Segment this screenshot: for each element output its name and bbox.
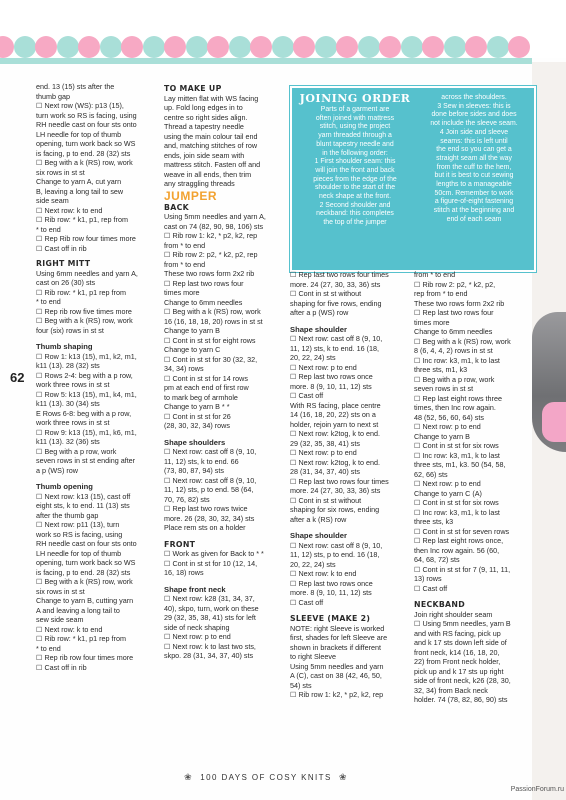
text-line: Thread a tapestry needle: [164, 122, 244, 131]
text-line: thumb gap: [36, 91, 70, 101]
text-line: 3 Sew in sleeves: this is: [437, 102, 511, 110]
text-line: cast on 26 (30) sts: [36, 278, 96, 287]
flower-icon-left: ❀: [184, 772, 194, 782]
text-line: holder, rejoin yarn to next st: [290, 419, 379, 429]
shape-front-neck-heading: Shape front neck: [164, 584, 226, 594]
text-line: 14 (16, 18, 20, 22) sts on a: [290, 410, 376, 419]
decor-dot: [336, 36, 358, 58]
text-line: ☐ Next row: p to end: [290, 448, 357, 457]
text-line: first, shades for left Sleeve are: [290, 633, 388, 642]
decor-dot: [186, 36, 208, 58]
text-line: four (six) rows in st st: [36, 325, 104, 335]
text-line: ☐ Rib row 1: k2, * p2, k2, rep: [164, 231, 258, 240]
text-line: side of front neck, k26 (28, 30,: [414, 676, 511, 685]
text-line: seven rows in st st ending after: [36, 456, 136, 465]
text-line: 2 Second shoulder and: [319, 201, 391, 209]
text-line: and, matching stitches of row: [164, 141, 258, 150]
text-line: more. 24 (27, 30, 33, 36) sts: [290, 486, 381, 495]
back-heading: BACK: [164, 202, 189, 212]
text-line: more. 8 (9, 10, 11, 12) sts: [290, 588, 372, 597]
text-line: work so RS is facing, using: [36, 529, 123, 539]
text-line: 29 (32, 35, 38, 41) sts for left: [164, 613, 256, 622]
column-4: [414, 270, 532, 705]
text-line: ☐ Next row: cast off 8 (9, 10,: [164, 475, 257, 485]
decor-dot: [422, 36, 444, 58]
text-line: 50cm. Remember to work: [434, 189, 514, 197]
text-line: LH needle for top of thumb: [36, 129, 122, 139]
text-line: ☐ Rep rib row five times more: [36, 306, 132, 316]
thumb-opening-heading: Thumb opening: [36, 482, 93, 491]
text-line: pick up and k 17 sts up right: [414, 666, 504, 676]
text-line: shown in brackets if different: [290, 642, 381, 652]
text-line: ☐ Next row: cast off 8 (9, 10,: [164, 447, 257, 456]
text-line: Change to yarn C (A): [414, 488, 482, 498]
scalloped-dots: [0, 36, 532, 58]
text-line: three sts, m1, k3. 50 (54, 58,: [414, 460, 506, 469]
text-line: side of neck shaping: [164, 622, 230, 632]
text-line: three sts, m1, k3: [414, 365, 468, 374]
text-line: ☐ Cont in st st for 26: [164, 411, 231, 421]
text-line: sew side seam: [36, 615, 84, 624]
text-line: more. 8 (9, 10, 11, 12) sts: [290, 381, 372, 391]
text-line: shaping for six rows, ending: [290, 505, 380, 514]
sweater-photo-edge: [532, 62, 566, 800]
text-line: 8 (6, 4, 4, 2) rows in st st: [414, 346, 493, 355]
text-line: ☐ Cast off: [414, 583, 448, 593]
text-line: RH needle cast on four sts onto: [36, 539, 137, 548]
text-line: ☐ Cont in st st without: [290, 289, 362, 298]
text-line: ☐ Rib row 2: p2, * k2, p2, rep: [164, 250, 258, 259]
text-line: Change to yarn B * *: [164, 402, 230, 411]
text-line: ☐ Rep last two rows once: [290, 372, 373, 381]
text-line: 11, 12) sts, k to end. 66: [164, 456, 239, 466]
text-line: (73, 80, 87, 94) sts: [164, 466, 224, 475]
column-1: [36, 82, 158, 672]
text-line: Change to yarn A, cut yarn: [36, 177, 122, 186]
text-line: a p (WS) row: [36, 465, 78, 475]
text-line: Using 6mm needles and yarn A,: [36, 268, 138, 278]
text-line: ☐ Next row: cast off 8 (9, 10,: [290, 540, 383, 550]
text-line: Change to 6mm needles: [164, 297, 243, 307]
text-line: ☐ Next row: k to end: [290, 569, 357, 578]
text-line: but it is best to cut sewing: [434, 172, 514, 180]
text-line: 11, 12) sts, p to end. 58 (64,: [164, 485, 254, 494]
decor-dot: [315, 36, 337, 58]
text-line: more. 26 (28, 30, 32, 34) sts: [164, 513, 255, 523]
text-line: 1 First shoulder seam: this: [314, 158, 396, 166]
text-line: Using 5mm needles and yarn: [290, 661, 384, 671]
text-line: in the following order:: [322, 149, 388, 157]
text-line: then Inc row again. 56 (60,: [414, 545, 500, 555]
column-3: [290, 270, 412, 700]
text-line: ☐ Beg with a k (RS) row, work: [36, 316, 133, 325]
text-line: 62, 66) sts: [414, 469, 448, 479]
decor-dot: [401, 36, 423, 58]
text-line: ☐ Cont in st st for six rows: [414, 441, 499, 450]
text-line: end. 13 (15) sts after the: [36, 82, 115, 91]
text-line: E Rows 6-8: beg with a p row,: [36, 408, 132, 418]
shape-shoulder-heading-1: Shape shoulder: [290, 324, 347, 334]
right-mitt-text: [36, 269, 158, 336]
text-line: * to end: [36, 297, 61, 306]
text-line: centre so right sides align.: [164, 112, 248, 122]
text-line: Change to yarn B, cutting yarn: [36, 596, 134, 605]
text-line: ☐ Rep last two rows four times: [290, 476, 389, 486]
decor-dot: [100, 36, 122, 58]
text-line: Change to yarn C: [164, 345, 221, 354]
text-line: ends, join side seam with: [164, 150, 245, 160]
decor-dot: [229, 36, 251, 58]
footer: [0, 772, 532, 783]
footer-title: 100 DAYS OF COSY KNITS: [200, 773, 332, 782]
text-line: ☐ Cont in st st for 14 rows: [164, 373, 248, 383]
neckband-heading: NECKBAND: [414, 600, 465, 609]
text-line: 29 (32, 35, 38, 41) sts: [290, 438, 360, 448]
front-heading: FRONT: [164, 539, 196, 549]
text-line: ☐ Next row: p to end: [164, 632, 231, 641]
text-line: pm at each end of first row: [164, 383, 249, 392]
text-line: and k 17 sts down left side of: [414, 638, 507, 647]
decor-dot: [121, 36, 143, 58]
text-line: using the main colour tail end: [164, 131, 258, 141]
shape-shoulders-text: [164, 447, 286, 533]
text-line: opening, turn work back so WS: [36, 139, 136, 148]
text-line: shaping for five rows, ending: [290, 298, 382, 308]
text-line: 64, 68, 72) sts: [414, 555, 460, 564]
text-line: ☐ Rep last eight rows once,: [414, 536, 504, 545]
text-line: from * to end: [164, 240, 206, 250]
text-line: ☐ Next row: p to end: [414, 479, 481, 488]
text-line: ☐ Rep last two rows four times: [290, 270, 389, 279]
text-line: and with RS facing, pick up: [414, 628, 501, 638]
text-line: ☐ Rib row 2: p2, * k2, p2,: [414, 279, 496, 289]
decor-dot: [0, 36, 14, 58]
decor-dot: [164, 36, 186, 58]
thumb-opening-text: [36, 492, 158, 673]
text-line: side seam: [36, 196, 69, 205]
to-make-up-text: [164, 94, 286, 189]
text-line: ☐ Next row: p to end: [414, 422, 481, 431]
pink-cuff-image: [542, 402, 566, 442]
text-line: Parts of a garment are: [320, 106, 390, 113]
sleeve-text: [290, 624, 412, 700]
text-line: is facing, p to end. 28 (32) sts: [36, 148, 131, 158]
front-text: [164, 549, 286, 578]
text-line: lengths to a manageable: [436, 181, 512, 189]
text-line: neckband: this completes: [316, 210, 394, 218]
text-line: ☐ Rib row: * k1, p1 rep from: [36, 634, 126, 643]
text-line: ☐ Cast off in rib: [36, 243, 87, 253]
text-line: a figure-of-eight fastening: [434, 198, 514, 206]
text-line: These two rows form 2x2 rib: [164, 269, 255, 278]
text-line: ☐ Next row (WS): p13 (15),: [36, 101, 124, 110]
text-line: ☐ Cont in st st for 7 (9, 11, 11,: [414, 564, 511, 574]
decor-dot: [143, 36, 165, 58]
text-line: seams: this is left until: [440, 137, 508, 145]
text-line: up. Fold long edges in to: [164, 103, 243, 112]
text-line: LH needle for top of thumb: [36, 548, 122, 558]
text-line: 11, 12) sts, k to end. 16 (18,: [290, 343, 379, 353]
text-line: ☐ Inc row: k3, m1, k to last: [414, 450, 500, 460]
decor-dot: [293, 36, 315, 58]
text-line: ☐ Cont in st st for 30 (32, 32,: [164, 354, 258, 364]
text-line: stitch at the beginning and: [433, 207, 515, 215]
text-line: ☐ Rep Rib row four times more: [36, 234, 136, 243]
text-line: ☐ Rib row: * k1, p1, rep from: [36, 215, 128, 224]
decor-dot: [207, 36, 229, 58]
text-line: the end so you can get a: [436, 146, 512, 154]
text-line: ☐ Inc row: k3, m1, k to last: [414, 355, 500, 365]
text-line: Join right shoulder seam: [414, 609, 493, 619]
back-text: [164, 212, 286, 431]
decor-dot: [465, 36, 487, 58]
text-line: end of each seam: [446, 215, 502, 223]
text-line: ☐ Beg with a k (RS) row, work: [36, 577, 133, 586]
text-line: the top of the jumper: [323, 219, 387, 227]
text-line: Using 5mm needles and yarn A,: [164, 212, 266, 221]
text-line: weave in all ends, then trim: [164, 169, 252, 179]
text-line: ☐ Cont in st st for 10 (12, 14,: [164, 558, 258, 568]
text-line: 70, 76, 82) sts: [164, 494, 210, 504]
text-line: ☐ Next row: k to end: [36, 624, 103, 634]
column-2: [164, 82, 286, 661]
text-line: 40), skpo, turn, work on these: [164, 603, 259, 613]
joining-right: [416, 94, 532, 225]
text-line: six rows in st st: [36, 167, 85, 177]
text-line: 48 (52, 56, 60, 64) sts: [414, 412, 484, 422]
joining-left-text: [296, 106, 414, 228]
col4-text: [414, 270, 532, 593]
text-line: times, then Inc row again.: [414, 403, 496, 412]
text-line: seven rows in st st: [414, 384, 474, 393]
thumb-shaping-text: [36, 352, 158, 476]
text-line: ☐ Next row: p to end: [290, 362, 357, 372]
decor-dot: [272, 36, 294, 58]
text-line: holder. 74 (78, 82, 86, 90) sts: [414, 695, 508, 704]
text-line: often joined with mattress: [315, 114, 395, 122]
text-line: to right Sleeve: [290, 652, 336, 661]
text-line: 54) sts: [290, 680, 312, 690]
text-line: ☐ Rep last two rows twice: [164, 504, 248, 513]
text-line: cast on 74 (82, 90, 98, 106) sts: [164, 221, 264, 231]
text-line: 22) from Front neck holder,: [414, 657, 501, 666]
text-line: done before sides and does: [431, 111, 517, 119]
text-line: neck shape at the front.: [318, 193, 391, 201]
text-line: across the shoulders.: [441, 94, 507, 101]
text-line: ☐ Next row: cast off 8 (9, 10,: [290, 334, 383, 343]
text-line: A and leaving a long tail to: [36, 605, 120, 615]
text-line: * to end: [36, 643, 61, 653]
text-line: ☐ Rep rib row four times more: [36, 653, 134, 662]
text-line: ☐ Next row: k to last two sts,: [164, 641, 256, 651]
text-line: Change to yarn B: [164, 326, 220, 335]
text-line: ☐ Cont in st st for seven rows: [414, 526, 510, 536]
text-line: ☐ Cont in st st for six rows: [414, 498, 499, 507]
text-line: ☐ Beg with a p row, work: [36, 446, 117, 456]
joining-order-title: JOINING ORDER: [299, 92, 411, 105]
decor-dot: [379, 36, 401, 58]
text-line: 20, 22, 24) sts: [290, 559, 336, 569]
text-line: 11, 12) sts, p to end. 16 (18,: [290, 550, 380, 559]
text-line: 16 (16, 18, 18, 20) rows in st st: [164, 316, 263, 326]
text-line: ☐ Next row: k2tog, k to end.: [290, 457, 380, 467]
text-line: shoulder to the start of the: [314, 184, 396, 192]
text-line: times more: [414, 317, 450, 327]
text-line: yarn threaded through a: [318, 132, 392, 140]
text-line: k11 (13). 30 (34) sts: [36, 399, 100, 408]
text-line: ☐ Beg with a k (RS) row, work: [164, 307, 261, 316]
text-line: Change to yarn B: [414, 431, 470, 441]
text-line: 16, 18) rows: [164, 568, 204, 577]
shape-front-neck-text: [164, 594, 286, 661]
sleeve-heading: SLEEVE (MAKE 2): [290, 614, 371, 623]
text-line: more. 24 (27, 30, 33, 36) sts: [290, 279, 381, 289]
text-line: three sts, k3: [414, 517, 454, 526]
text-line: Change to 6mm needles: [414, 327, 493, 336]
text-line: after the thumb gap: [36, 510, 99, 520]
text-line: work three rows in st st: [36, 418, 110, 427]
text-line: work three rows in st st: [36, 380, 110, 389]
text-line: Place rem sts on a holder: [164, 523, 246, 532]
jumper-heading: JUMPER: [164, 188, 218, 203]
text-line: any straggling threads: [164, 179, 235, 188]
decor-dot: [78, 36, 100, 58]
text-line: turn work so RS is facing, using: [36, 110, 137, 120]
text-line: from * to end: [164, 259, 206, 269]
text-line: front neck, k14 (16, 18, 20,: [414, 647, 500, 657]
text-line: These two rows form 2x2 rib: [414, 298, 505, 308]
text-line: ☐ Work as given for Back to * *: [164, 549, 264, 558]
text-line: six rows in st st: [36, 586, 85, 596]
text-line: ☐ Beg with a p row, work: [414, 374, 495, 384]
shape-shoulder-text-1: [290, 334, 412, 524]
text-line: mattress stitch. Fasten off and: [164, 160, 261, 169]
text-line: 28 (31, 34, 37, 40) sts: [290, 467, 360, 476]
top-decoration: [0, 0, 566, 58]
right-mitt-heading: RIGHT MITT: [36, 259, 91, 268]
text-line: ☐ Next row: k13 (15), cast off: [36, 491, 131, 501]
text-line: ☐ Next row: p11 (13), turn: [36, 520, 120, 529]
text-line: pieces from the edge of the: [313, 175, 397, 183]
text-line: stitch, using the project: [319, 123, 391, 131]
text-line: rep from * to end: [414, 289, 468, 298]
text-line: A (C), cast on 38 (42, 46, 50,: [290, 671, 382, 680]
joining-left: [296, 92, 414, 228]
text-line: will join the front and back: [315, 166, 395, 174]
text-line: ☐ Row 5: k13 (15), m1, k4, m1,: [36, 389, 137, 399]
flower-icon-right: ❀: [338, 772, 348, 782]
watermark: PassionForum.ru: [510, 786, 564, 793]
text-line: ☐ Cast off: [290, 391, 324, 400]
decor-dot: [508, 36, 530, 58]
text-line: ☐ Cont in st st for eight rows: [164, 335, 256, 345]
text-line: skpo. 28 (31, 34, 37, 40) sts: [164, 651, 254, 660]
text-line: ☐ Rib row: * k1, p1 rep from: [36, 287, 126, 297]
text-line: is facing, p to end. 28 (32) sts: [36, 567, 131, 577]
decor-dot: [358, 36, 380, 58]
joining-right-text: [416, 94, 532, 225]
text-line: ☐ Inc row: k3, m1, k to last: [414, 507, 500, 517]
text-line: ☐ Rep last eight rows three: [414, 393, 502, 403]
col1-text: [36, 82, 158, 253]
text-line: ☐ Cont in st st without: [290, 495, 362, 505]
text-line: 34, 34) rows: [164, 364, 204, 373]
decor-dot: [444, 36, 466, 58]
text-line: ☐ Cast off: [290, 597, 324, 607]
text-line: to mark beg of armhole: [164, 392, 238, 402]
text-line: With RS facing, place centre: [290, 400, 381, 410]
text-line: ☐ Cast off in rib: [36, 662, 87, 672]
decor-dot: [57, 36, 79, 58]
text-line: ☐ Beg with a k (RS) row, work: [414, 336, 511, 346]
text-line: after a k (RS) row: [290, 514, 347, 524]
to-make-up-heading: TO MAKE UP: [164, 84, 222, 93]
decor-dot: [250, 36, 272, 58]
text-line: 13) rows: [414, 574, 442, 583]
text-line: ☐ Rep last two rows four: [414, 308, 494, 317]
text-line: 32, 34) from Back neck: [414, 685, 488, 695]
text-line: ☐ Row 9: k13 (15), m1, k6, m1,: [36, 427, 137, 437]
decor-dot: [487, 36, 509, 58]
joining-order-box: [290, 86, 536, 272]
thumb-shaping-heading: Thumb shaping: [36, 342, 93, 351]
text-line: from * to end: [414, 270, 456, 279]
text-line: ☐ Rows 2-4: beg with a p row,: [36, 370, 133, 380]
text-line: opening, turn work back so WS: [36, 558, 136, 567]
text-line: k11 (13). 28 (32) sts: [36, 361, 100, 370]
decor-dot: [35, 36, 57, 58]
col3-text: [290, 270, 412, 318]
text-line: 20, 22, 24) sts: [290, 353, 336, 362]
text-line: * to end: [36, 224, 61, 234]
shape-shoulder-text-2: [290, 541, 412, 608]
text-line: 4 Join side and sleeve: [439, 128, 509, 136]
text-line: straight seam all the way: [436, 154, 512, 162]
text-line: blunt tapestry needle and: [316, 140, 394, 148]
text-line: from the cuff to the hem,: [436, 163, 512, 171]
text-line: (28, 30, 32, 34) rows: [164, 421, 230, 430]
text-line: eight sts, k to end. 11 (13) sts: [36, 501, 130, 510]
text-line: ☐ Rib row 1: k2, * p2, k2, rep: [290, 690, 384, 699]
text-line: ☐ Beg with a k (RS) row, work: [36, 158, 133, 167]
text-line: k11 (13). 32 (36) sts: [36, 437, 100, 446]
text-line: NOTE: right Sleeve is worked: [290, 623, 385, 633]
text-line: times more: [164, 288, 200, 297]
text-line: ☐ Rep last two rows four: [164, 278, 244, 288]
top-stripe: [0, 58, 532, 64]
shape-shoulders-heading: Shape shoulders: [164, 437, 226, 447]
text-line: ☐ Next row: k2tog, k to end.: [290, 429, 380, 438]
text-line: not include the sleeve seam.: [430, 120, 518, 128]
text-line: ☐ Rep last two rows once: [290, 578, 373, 588]
text-line: ☐ Next row: k to end: [36, 205, 103, 215]
text-line: RH needle cast on four sts onto: [36, 120, 137, 129]
text-line: ☐ Using 5mm needles, yarn B: [414, 619, 511, 628]
shape-shoulder-heading-2: Shape shoulder: [290, 531, 347, 540]
text-line: ☐ Next row: k28 (31, 34, 37,: [164, 594, 255, 603]
text-line: ☐ Row 1: k13 (15), m1, k2, m1,: [36, 351, 137, 361]
text-line: B, leaving a long tail to sew: [36, 186, 124, 196]
text-line: Lay mitten flat with WS facing: [164, 93, 259, 103]
text-line: after a p (WS) row: [290, 308, 349, 317]
page-number: 62: [10, 370, 25, 385]
decor-dot: [14, 36, 36, 58]
neckband-text: [414, 610, 532, 705]
